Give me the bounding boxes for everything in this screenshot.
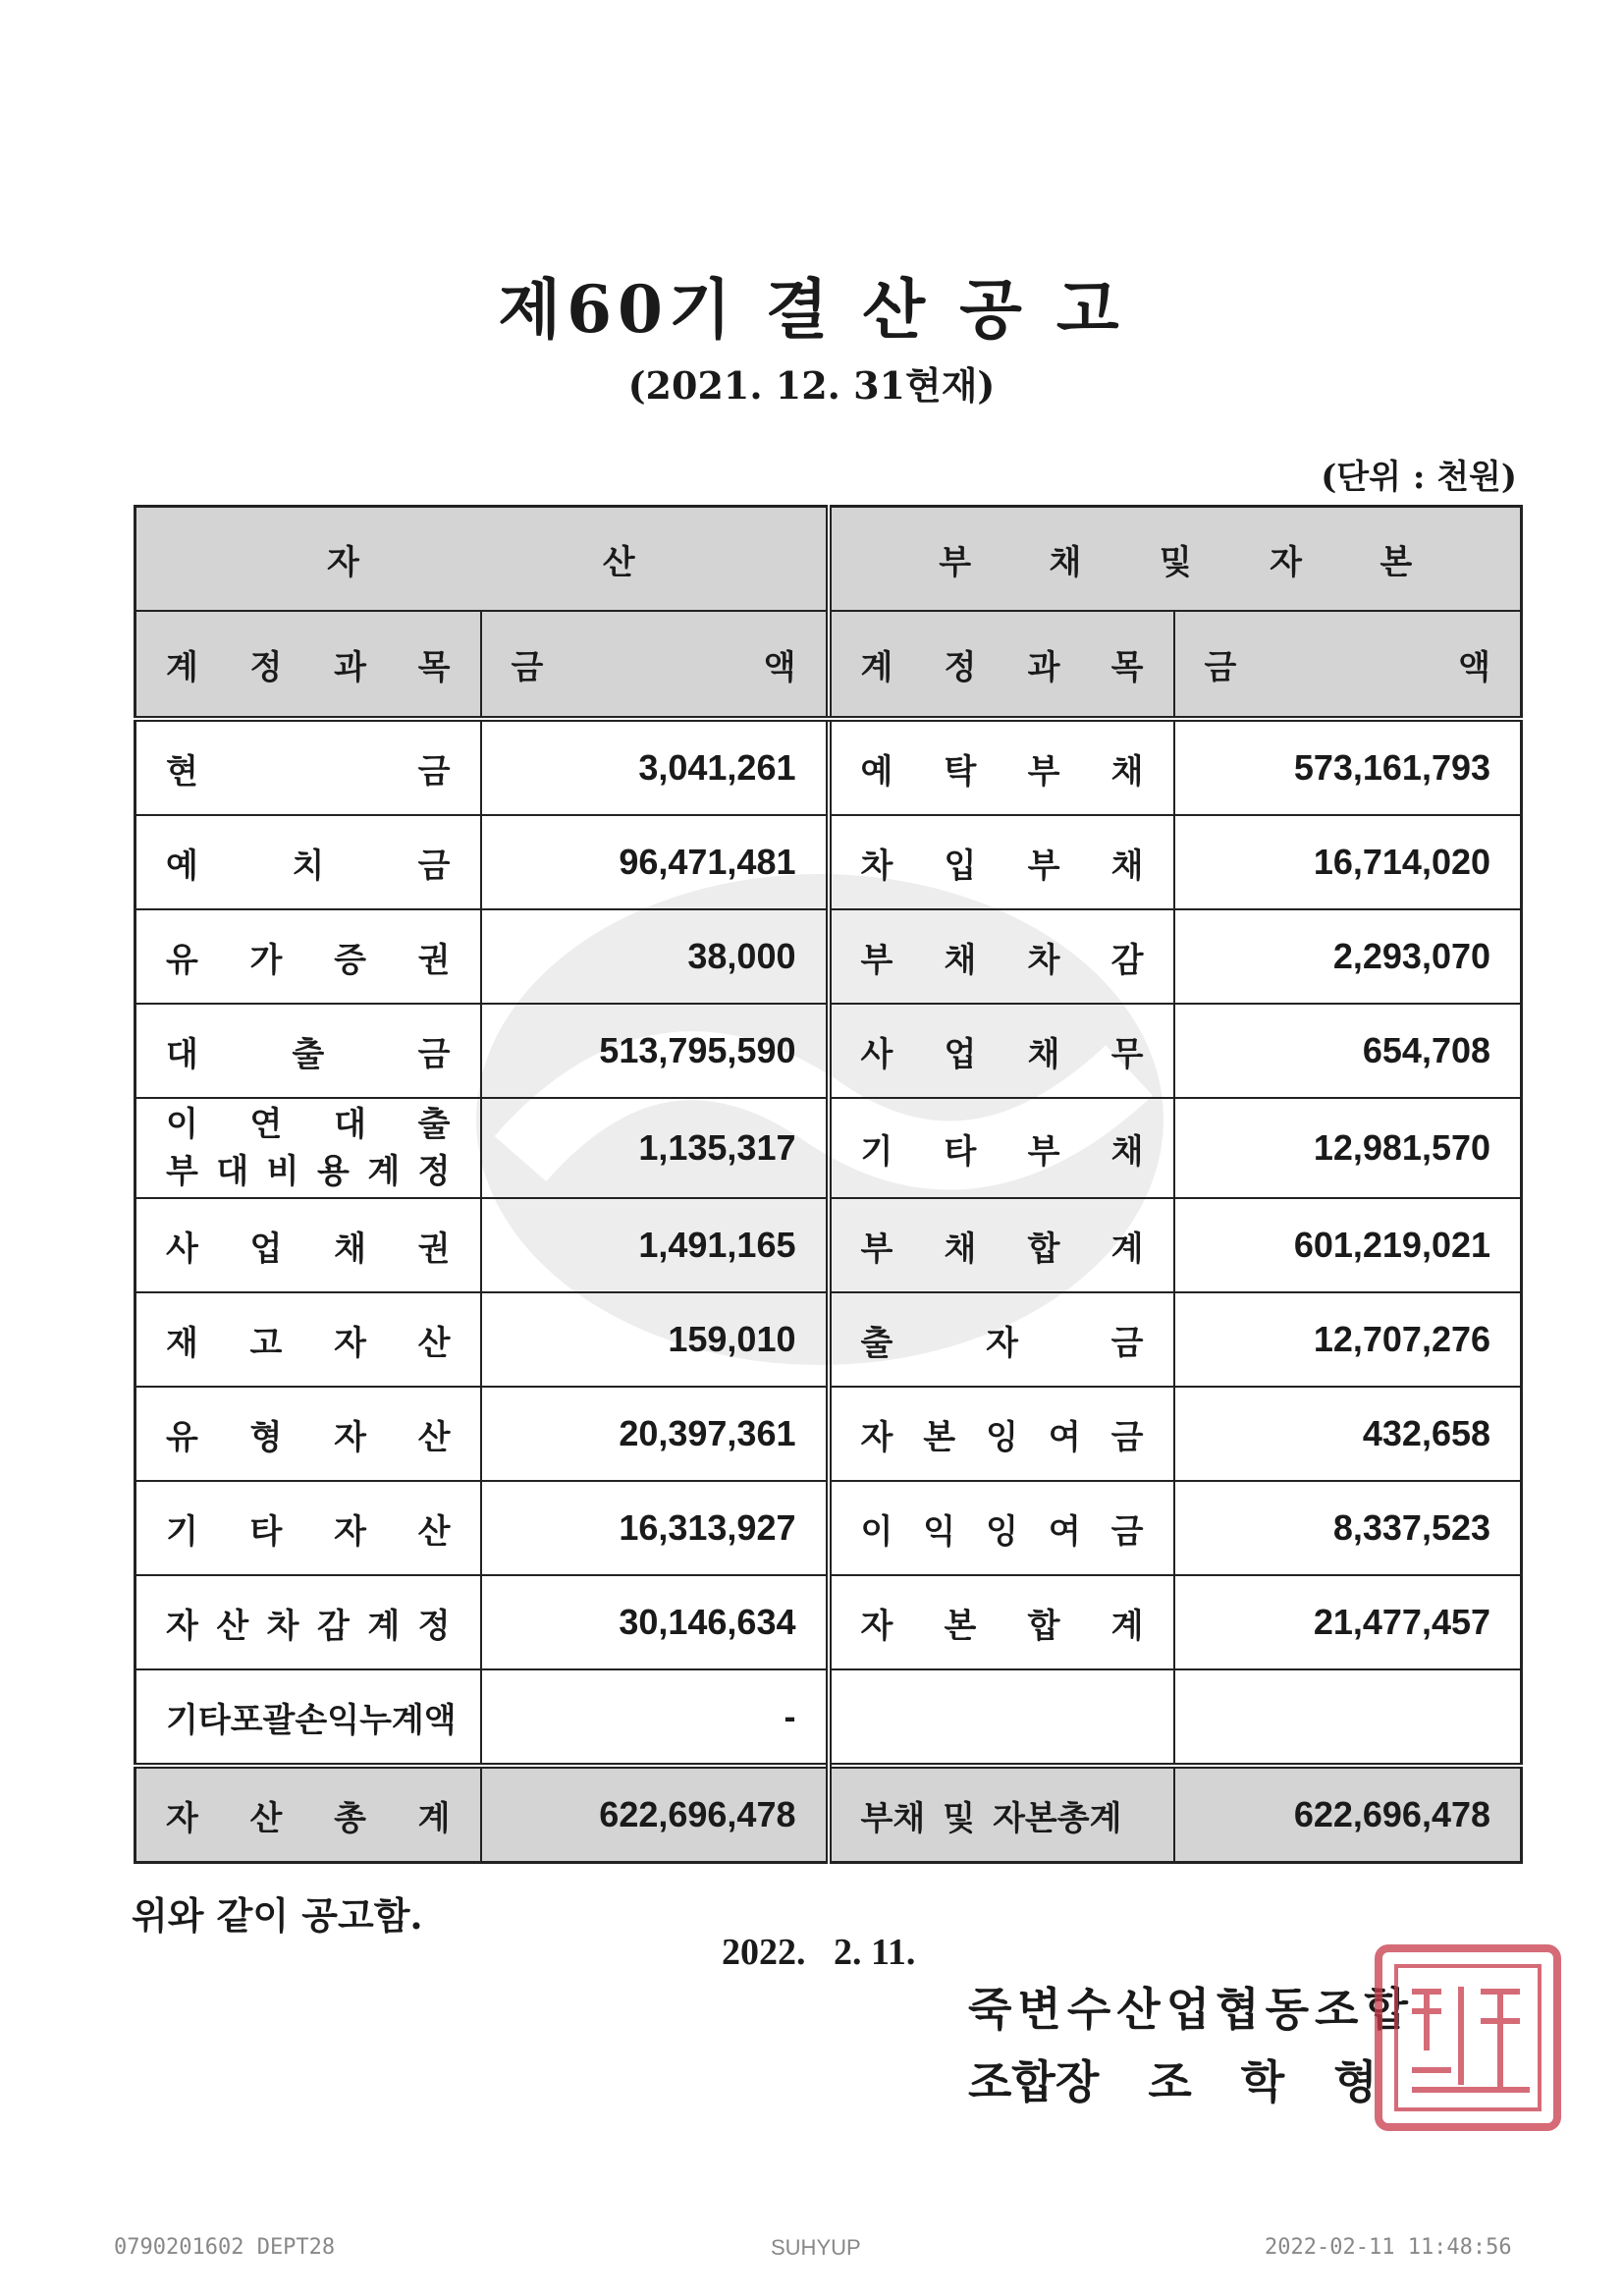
label-char: 출 bbox=[417, 1105, 451, 1144]
label-char: 자 bbox=[334, 1323, 366, 1363]
liability-amount: 573,161,793 bbox=[1174, 719, 1522, 815]
label-char: 산 bbox=[417, 1511, 451, 1552]
label-char: 산 bbox=[417, 1417, 451, 1457]
label-char: 계 bbox=[1110, 1606, 1144, 1646]
label-char: 금 bbox=[417, 751, 451, 792]
organization-name: 죽변수산업협동조합 bbox=[968, 1983, 1414, 2036]
totals-row bbox=[135, 1766, 1522, 1863]
label-char: 본 bbox=[1380, 542, 1413, 582]
assets-total-amount: 622,696,478 bbox=[481, 1766, 829, 1863]
label-char: 자 bbox=[334, 1417, 366, 1457]
footer-issuer: SUHYUP bbox=[771, 2235, 861, 2260]
label-char: 사 bbox=[860, 1034, 893, 1074]
amount-header-assets bbox=[481, 611, 829, 719]
table-row bbox=[135, 1098, 1522, 1198]
label-char: 출 bbox=[860, 1323, 893, 1363]
asset-account bbox=[135, 1004, 481, 1098]
header-row-columns bbox=[135, 611, 1522, 719]
table-row bbox=[135, 815, 1522, 909]
liability-amount: 8,337,523 bbox=[1174, 1481, 1522, 1575]
label-char: 여 bbox=[1048, 1417, 1081, 1457]
liability-account bbox=[829, 1575, 1174, 1669]
chief-name-3: 형 bbox=[1333, 2055, 1378, 2108]
label-char: 금 bbox=[511, 647, 544, 687]
label-char: 현 bbox=[166, 751, 198, 792]
page-title: 제60기 결 산 공 고 bbox=[498, 271, 1125, 348]
label-char: 무 bbox=[1110, 1034, 1144, 1074]
liability-amount: 16,714,020 bbox=[1174, 815, 1522, 909]
label-char: 과 bbox=[1027, 647, 1060, 687]
label-char: 정 bbox=[249, 647, 283, 687]
liability-amount: 654,708 bbox=[1174, 1004, 1522, 1098]
label-char: 금 bbox=[417, 846, 451, 886]
label-char: 계 bbox=[367, 1606, 401, 1646]
label-char: 산 bbox=[602, 542, 635, 582]
official-seal-icon bbox=[1375, 1944, 1561, 2131]
label-char: 총 bbox=[334, 1798, 366, 1838]
label-char: 채 bbox=[944, 1229, 977, 1269]
liability-account bbox=[829, 1098, 1174, 1198]
notice-text: 위와 같이 공고함. bbox=[132, 1893, 423, 1938]
liability-amount: 601,219,021 bbox=[1174, 1198, 1522, 1292]
asset-account bbox=[135, 1575, 481, 1669]
account-header-liabilities bbox=[829, 611, 1174, 719]
header-row-sections bbox=[135, 507, 1522, 612]
label-char: 부채 bbox=[860, 1798, 926, 1838]
label-char: 익 bbox=[923, 1511, 956, 1552]
label-char: 본 bbox=[944, 1606, 977, 1646]
label-char: 증 bbox=[334, 940, 366, 980]
liability-account bbox=[829, 909, 1174, 1004]
table-row bbox=[135, 1575, 1522, 1669]
table-row bbox=[135, 1481, 1522, 1575]
liability-account bbox=[829, 719, 1174, 815]
table-row bbox=[135, 1004, 1522, 1098]
label-char: 정 bbox=[417, 1606, 451, 1646]
label-char: 용 bbox=[316, 1152, 350, 1191]
asset-account bbox=[135, 719, 481, 815]
label-char: 금 bbox=[417, 1034, 451, 1074]
asset-account bbox=[135, 909, 481, 1004]
liabilities-total-label bbox=[829, 1766, 1174, 1863]
label-char: 자 bbox=[326, 542, 359, 582]
asset-account bbox=[135, 815, 481, 909]
liability-account bbox=[829, 1292, 1174, 1387]
label-char: 정 bbox=[417, 1152, 451, 1191]
label-char: 목 bbox=[1110, 647, 1144, 687]
table-row bbox=[135, 719, 1522, 815]
label-char: 계 bbox=[1110, 1229, 1144, 1269]
label-char: 대 bbox=[166, 1034, 198, 1074]
liabilities-total-amount: 622,696,478 bbox=[1174, 1766, 1522, 1863]
label-char: 계 bbox=[417, 1798, 451, 1838]
asset-account bbox=[135, 1098, 481, 1198]
label-char: 부 bbox=[166, 1152, 198, 1191]
label-char: 재 bbox=[166, 1323, 198, 1363]
label-char: 기 bbox=[860, 1131, 893, 1172]
label-char: 타 bbox=[249, 1511, 283, 1552]
label-char: 타 bbox=[944, 1131, 977, 1172]
label-char: 부 bbox=[1027, 846, 1060, 886]
footer-timestamp: 2022-02-11 11:48:56 bbox=[1265, 2235, 1512, 2260]
label-char: 이 bbox=[860, 1511, 893, 1552]
label-char: 본 bbox=[923, 1417, 956, 1457]
asset-amount: 159,010 bbox=[481, 1292, 829, 1387]
label-char: 계 bbox=[166, 647, 198, 687]
label-char: 자 bbox=[166, 1606, 198, 1646]
label-char: 권 bbox=[417, 1229, 451, 1269]
asset-amount: 16,313,927 bbox=[481, 1481, 829, 1575]
asset-amount: 1,135,317 bbox=[481, 1098, 829, 1198]
table-row bbox=[135, 1669, 1522, 1766]
label-char: 업 bbox=[249, 1229, 283, 1269]
table-row bbox=[135, 1198, 1522, 1292]
label-char: 형 bbox=[249, 1417, 283, 1457]
label-char: 금 bbox=[1204, 647, 1237, 687]
label-char: 부 bbox=[939, 542, 972, 582]
label-char: 연 bbox=[249, 1105, 283, 1144]
asset-amount: 96,471,481 bbox=[481, 815, 829, 909]
label-char: 유 bbox=[166, 1417, 198, 1457]
label-char: 차 bbox=[860, 846, 893, 886]
label-char: 목 bbox=[417, 647, 451, 687]
label-char: 예 bbox=[166, 846, 198, 886]
footer-document-id: 0790201602 DEPT28 bbox=[114, 2235, 336, 2260]
assets-total-label bbox=[135, 1766, 481, 1863]
label-char: 차 bbox=[266, 1606, 299, 1646]
label-char: 계 bbox=[367, 1152, 401, 1191]
label-char: 잉 bbox=[986, 1511, 1018, 1552]
label-char: 채 bbox=[334, 1229, 366, 1269]
amount-header-liabilities bbox=[1174, 611, 1522, 719]
chief-title: 조합장 bbox=[968, 2055, 1100, 2108]
label-char: 및 bbox=[1159, 542, 1192, 582]
label-char: 대 bbox=[334, 1105, 366, 1144]
label-char: 채 bbox=[1110, 751, 1144, 792]
label-text: 기타포괄손익누계액 bbox=[166, 1700, 457, 1740]
label-char: 합 bbox=[1027, 1229, 1060, 1269]
label-char: 과 bbox=[334, 647, 366, 687]
label-char: 금 bbox=[1110, 1511, 1144, 1552]
label-char: 산 bbox=[216, 1606, 249, 1646]
label-char: 액 bbox=[1458, 647, 1491, 687]
label-char: 자 bbox=[986, 1323, 1018, 1363]
label-char: 차 bbox=[1027, 940, 1060, 980]
label-char: 치 bbox=[292, 846, 325, 886]
liability-amount: 21,477,457 bbox=[1174, 1575, 1522, 1669]
asset-amount: - bbox=[481, 1669, 829, 1766]
label-char: 자 bbox=[334, 1511, 366, 1552]
asset-account bbox=[135, 1198, 481, 1292]
label-char: 사 bbox=[166, 1229, 198, 1269]
label-char: 대 bbox=[216, 1152, 249, 1191]
asset-amount: 30,146,634 bbox=[481, 1575, 829, 1669]
asset-amount: 38,000 bbox=[481, 909, 829, 1004]
asset-account bbox=[135, 1387, 481, 1481]
label-char: 탁 bbox=[944, 751, 977, 792]
label-char: 부 bbox=[860, 1229, 893, 1269]
label-char: 부 bbox=[860, 940, 893, 980]
label-char: 자 bbox=[860, 1417, 893, 1457]
asset-amount: 1,491,165 bbox=[481, 1198, 829, 1292]
label-char: 금 bbox=[1110, 1417, 1144, 1457]
account-header-assets bbox=[135, 611, 481, 719]
liability-account bbox=[829, 1004, 1174, 1098]
asset-amount: 3,041,261 bbox=[481, 719, 829, 815]
liability-amount bbox=[1174, 1669, 1522, 1766]
label-char: 여 bbox=[1048, 1511, 1081, 1552]
label-char: 잉 bbox=[986, 1417, 1018, 1457]
assets-header bbox=[135, 507, 829, 612]
label-char: 비 bbox=[266, 1152, 299, 1191]
unit-label: (단위 : 천원) bbox=[1321, 458, 1517, 497]
label-char: 기 bbox=[166, 1511, 198, 1552]
as-of-date: (2021. 12. 31현재) bbox=[627, 363, 996, 408]
label-char: 출 bbox=[292, 1034, 325, 1074]
label-char: 부 bbox=[1027, 1131, 1060, 1172]
label-char: 자 bbox=[860, 1606, 893, 1646]
chief-name-2: 학 bbox=[1240, 2055, 1285, 2108]
label-char: 가 bbox=[249, 940, 283, 980]
table-row bbox=[135, 909, 1522, 1004]
label-char: 자 bbox=[1270, 542, 1302, 582]
label-char: 채 bbox=[944, 940, 977, 980]
label-char: 산 bbox=[417, 1323, 451, 1363]
label-char: 입 bbox=[944, 846, 977, 886]
table-row bbox=[135, 1387, 1522, 1481]
asset-account bbox=[135, 1292, 481, 1387]
table-row bbox=[135, 1292, 1522, 1387]
liability-account bbox=[829, 1669, 1174, 1766]
label-char: 산 bbox=[249, 1798, 283, 1838]
liability-amount: 12,707,276 bbox=[1174, 1292, 1522, 1387]
label-char: 감 bbox=[316, 1606, 350, 1646]
liability-amount: 12,981,570 bbox=[1174, 1098, 1522, 1198]
chief-name-1: 조 bbox=[1148, 2055, 1192, 2108]
label-char: 권 bbox=[417, 940, 451, 980]
liability-account bbox=[829, 1198, 1174, 1292]
label-char: 업 bbox=[944, 1034, 977, 1074]
balance-sheet-table bbox=[134, 505, 1523, 1864]
chief-signature bbox=[968, 2047, 1378, 2111]
label-char: 예 bbox=[860, 751, 893, 792]
liability-amount: 432,658 bbox=[1174, 1387, 1522, 1481]
label-char: 채 bbox=[1027, 1034, 1060, 1074]
asset-account bbox=[135, 1669, 481, 1766]
label-char: 계 bbox=[860, 647, 893, 687]
notice-date: 2022. 2. 11. bbox=[722, 1932, 916, 1973]
liability-amount: 2,293,070 bbox=[1174, 909, 1522, 1004]
label-char: 이 bbox=[166, 1105, 198, 1144]
liability-account bbox=[829, 1481, 1174, 1575]
label-char: 액 bbox=[763, 647, 796, 687]
label-char: 채 bbox=[1049, 542, 1082, 582]
liability-account bbox=[829, 1387, 1174, 1481]
label-char: 및 bbox=[943, 1798, 976, 1838]
liability-account bbox=[829, 815, 1174, 909]
label-char: 감 bbox=[1110, 940, 1144, 980]
asset-amount: 20,397,361 bbox=[481, 1387, 829, 1481]
asset-amount: 513,795,590 bbox=[481, 1004, 829, 1098]
label-char: 부 bbox=[1027, 751, 1060, 792]
label-char: 금 bbox=[1110, 1323, 1144, 1363]
label-char: 자본총계 bbox=[993, 1798, 1122, 1838]
liabilities-header bbox=[829, 507, 1522, 612]
label-char: 정 bbox=[944, 647, 977, 687]
label-char: 유 bbox=[166, 940, 198, 980]
asset-account bbox=[135, 1481, 481, 1575]
label-char: 합 bbox=[1027, 1606, 1060, 1646]
label-char: 채 bbox=[1110, 846, 1144, 886]
label-char: 자 bbox=[166, 1798, 198, 1838]
label-char: 고 bbox=[249, 1323, 283, 1363]
label-char: 채 bbox=[1110, 1131, 1144, 1172]
